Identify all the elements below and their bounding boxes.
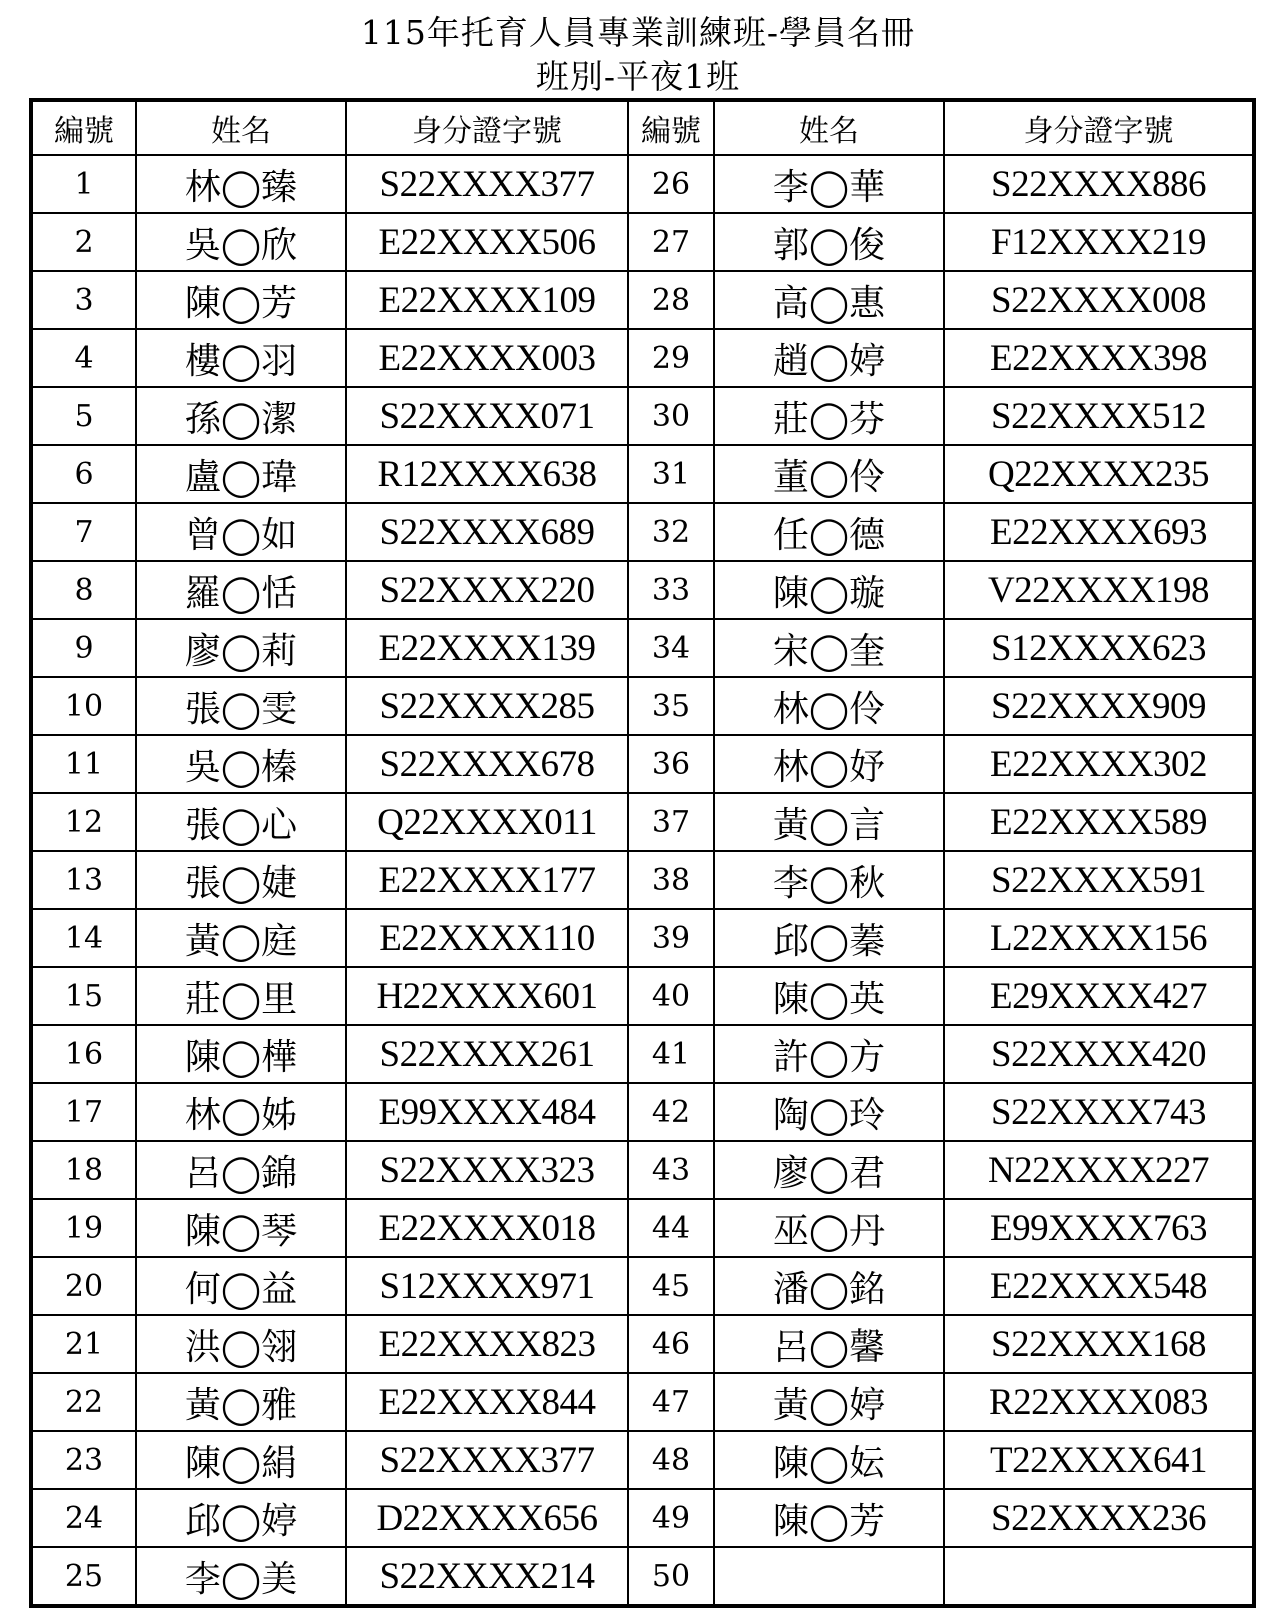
student-name: 羅◯恬 — [136, 561, 346, 619]
student-number: 16 — [31, 1025, 136, 1083]
student-id: E22XXXX589 — [944, 793, 1254, 851]
table-row — [31, 329, 1254, 387]
student-name: 陳◯樺 — [136, 1025, 346, 1083]
table-row — [31, 1547, 1254, 1606]
student-id: N22XXXX227 — [944, 1141, 1254, 1199]
student-name: 廖◯莉 — [136, 619, 346, 677]
student-name: 林◯妤 — [714, 735, 944, 793]
student-name: 黃◯婷 — [714, 1373, 944, 1431]
student-id: S22XXXX168 — [944, 1315, 1254, 1373]
header-name: 姓名 — [714, 100, 944, 155]
student-name: 林◯伶 — [714, 677, 944, 735]
header-number: 編號 — [31, 100, 136, 155]
student-number: 11 — [31, 735, 136, 793]
student-id: F12XXXX219 — [944, 213, 1254, 271]
student-id: S22XXXX261 — [346, 1025, 628, 1083]
student-id: E22XXXX398 — [944, 329, 1254, 387]
student-number: 9 — [31, 619, 136, 677]
student-number: 38 — [628, 851, 714, 909]
student-number: 24 — [31, 1489, 136, 1547]
student-number: 5 — [31, 387, 136, 445]
student-id: H22XXXX601 — [346, 967, 628, 1025]
header-id: 身分證字號 — [944, 100, 1254, 155]
student-number: 29 — [628, 329, 714, 387]
student-id: S22XXXX285 — [346, 677, 628, 735]
student-number: 25 — [31, 1547, 136, 1606]
student-number: 4 — [31, 329, 136, 387]
table-row — [31, 851, 1254, 909]
student-number: 46 — [628, 1315, 714, 1373]
student-id: E22XXXX110 — [346, 909, 628, 967]
table-row — [31, 793, 1254, 851]
student-name: 陳◯琴 — [136, 1199, 346, 1257]
student-number: 30 — [628, 387, 714, 445]
student-number: 48 — [628, 1431, 714, 1489]
student-name: 高◯惠 — [714, 271, 944, 329]
table-row — [31, 1373, 1254, 1431]
student-roster-table — [29, 98, 1256, 1608]
student-name: 廖◯君 — [714, 1141, 944, 1199]
student-name: 盧◯瑋 — [136, 445, 346, 503]
student-number: 19 — [31, 1199, 136, 1257]
student-id: S22XXXX420 — [944, 1025, 1254, 1083]
table-row — [31, 213, 1254, 271]
student-id: R22XXXX083 — [944, 1373, 1254, 1431]
table-row — [31, 445, 1254, 503]
student-number: 33 — [628, 561, 714, 619]
student-name: 洪◯翎 — [136, 1315, 346, 1373]
student-number: 17 — [31, 1083, 136, 1141]
student-id: E22XXXX823 — [346, 1315, 628, 1373]
table-row — [31, 387, 1254, 445]
student-id — [944, 1547, 1254, 1606]
student-number: 23 — [31, 1431, 136, 1489]
student-number: 3 — [31, 271, 136, 329]
student-name: 宋◯奎 — [714, 619, 944, 677]
student-number: 6 — [31, 445, 136, 503]
student-name: 陳◯妘 — [714, 1431, 944, 1489]
table-row — [31, 503, 1254, 561]
student-number: 41 — [628, 1025, 714, 1083]
student-number: 21 — [31, 1315, 136, 1373]
student-name: 陳◯芳 — [136, 271, 346, 329]
student-name: 黃◯言 — [714, 793, 944, 851]
student-id: E22XXXX003 — [346, 329, 628, 387]
student-name: 巫◯丹 — [714, 1199, 944, 1257]
student-name: 黃◯雅 — [136, 1373, 346, 1431]
student-id: E22XXXX302 — [944, 735, 1254, 793]
header-name: 姓名 — [136, 100, 346, 155]
student-name: 邱◯蓁 — [714, 909, 944, 967]
student-name: 張◯心 — [136, 793, 346, 851]
student-id: E22XXXX139 — [346, 619, 628, 677]
table-row — [31, 677, 1254, 735]
student-id: S12XXXX623 — [944, 619, 1254, 677]
student-name — [714, 1547, 944, 1606]
student-id: E22XXXX177 — [346, 851, 628, 909]
table-row — [31, 561, 1254, 619]
student-name: 李◯秋 — [714, 851, 944, 909]
student-number: 1 — [31, 155, 136, 213]
table-row — [31, 1489, 1254, 1547]
student-id: E22XXXX693 — [944, 503, 1254, 561]
student-number: 50 — [628, 1547, 714, 1606]
student-id: S22XXXX323 — [346, 1141, 628, 1199]
student-number: 18 — [31, 1141, 136, 1199]
student-number: 28 — [628, 271, 714, 329]
student-name: 林◯姊 — [136, 1083, 346, 1141]
student-number: 15 — [31, 967, 136, 1025]
student-number: 47 — [628, 1373, 714, 1431]
header-number: 編號 — [628, 100, 714, 155]
student-number: 34 — [628, 619, 714, 677]
student-id: E22XXXX506 — [346, 213, 628, 271]
student-number: 12 — [31, 793, 136, 851]
student-name: 吳◯欣 — [136, 213, 346, 271]
class-subtitle: 班別-平夜1班 — [535, 57, 741, 96]
student-id: E22XXXX109 — [346, 271, 628, 329]
student-number: 37 — [628, 793, 714, 851]
student-name: 張◯婕 — [136, 851, 346, 909]
student-id: L22XXXX156 — [944, 909, 1254, 967]
student-id: S12XXXX971 — [346, 1257, 628, 1315]
student-number: 43 — [628, 1141, 714, 1199]
student-number: 26 — [628, 155, 714, 213]
student-number: 36 — [628, 735, 714, 793]
student-id: Q22XXXX011 — [346, 793, 628, 851]
student-name: 莊◯里 — [136, 967, 346, 1025]
student-id: S22XXXX678 — [346, 735, 628, 793]
student-number: 32 — [628, 503, 714, 561]
student-id: S22XXXX591 — [944, 851, 1254, 909]
student-id: E99XXXX484 — [346, 1083, 628, 1141]
student-number: 2 — [31, 213, 136, 271]
table-row — [31, 1315, 1254, 1373]
student-number: 27 — [628, 213, 714, 271]
student-id: E99XXXX763 — [944, 1199, 1254, 1257]
student-id: T22XXXX641 — [944, 1431, 1254, 1489]
student-id: D22XXXX656 — [346, 1489, 628, 1547]
student-id: V22XXXX198 — [944, 561, 1254, 619]
student-name: 陳◯絹 — [136, 1431, 346, 1489]
table-row — [31, 619, 1254, 677]
student-number: 35 — [628, 677, 714, 735]
student-name: 黃◯庭 — [136, 909, 346, 967]
student-name: 趙◯婷 — [714, 329, 944, 387]
student-number: 13 — [31, 851, 136, 909]
header-row — [31, 100, 1254, 155]
student-name: 曾◯如 — [136, 503, 346, 561]
student-name: 吳◯榛 — [136, 735, 346, 793]
student-name: 孫◯潔 — [136, 387, 346, 445]
student-id: R12XXXX638 — [346, 445, 628, 503]
student-name: 邱◯婷 — [136, 1489, 346, 1547]
student-number: 20 — [31, 1257, 136, 1315]
table-row — [31, 1083, 1254, 1141]
student-id: S22XXXX236 — [944, 1489, 1254, 1547]
header-id: 身分證字號 — [346, 100, 628, 155]
student-name: 郭◯俊 — [714, 213, 944, 271]
student-number: 42 — [628, 1083, 714, 1141]
student-number: 45 — [628, 1257, 714, 1315]
student-number: 31 — [628, 445, 714, 503]
table-row — [31, 967, 1254, 1025]
student-name: 李◯美 — [136, 1547, 346, 1606]
student-name: 林◯臻 — [136, 155, 346, 213]
student-number: 7 — [31, 503, 136, 561]
student-name: 陳◯英 — [714, 967, 944, 1025]
student-name: 許◯方 — [714, 1025, 944, 1083]
student-name: 董◯伶 — [714, 445, 944, 503]
student-id: S22XXXX008 — [944, 271, 1254, 329]
student-name: 樓◯羽 — [136, 329, 346, 387]
table-row — [31, 1199, 1254, 1257]
student-name: 呂◯錦 — [136, 1141, 346, 1199]
student-id: S22XXXX512 — [944, 387, 1254, 445]
student-name: 李◯華 — [714, 155, 944, 213]
student-number: 39 — [628, 909, 714, 967]
table-row — [31, 1025, 1254, 1083]
student-id: S22XXXX214 — [346, 1547, 628, 1606]
table-row — [31, 1141, 1254, 1199]
student-id: S22XXXX689 — [346, 503, 628, 561]
student-id: Q22XXXX235 — [944, 445, 1254, 503]
student-number: 49 — [628, 1489, 714, 1547]
student-id: S22XXXX377 — [346, 1431, 628, 1489]
table-row — [31, 909, 1254, 967]
student-name: 何◯益 — [136, 1257, 346, 1315]
student-id: E22XXXX548 — [944, 1257, 1254, 1315]
student-number: 8 — [31, 561, 136, 619]
table-row — [31, 735, 1254, 793]
student-id: E22XXXX844 — [346, 1373, 628, 1431]
student-id: S22XXXX377 — [346, 155, 628, 213]
student-number: 44 — [628, 1199, 714, 1257]
student-id: S22XXXX220 — [346, 561, 628, 619]
student-number: 40 — [628, 967, 714, 1025]
document-title: 115年托育人員專業訓練班-學員名冊 — [360, 13, 916, 52]
student-name: 張◯雯 — [136, 677, 346, 735]
student-name: 陳◯璇 — [714, 561, 944, 619]
student-id: E29XXXX427 — [944, 967, 1254, 1025]
student-number: 14 — [31, 909, 136, 967]
table-row — [31, 1431, 1254, 1489]
table-row — [31, 155, 1254, 213]
table-row — [31, 1257, 1254, 1315]
table-row — [31, 271, 1254, 329]
student-name: 潘◯銘 — [714, 1257, 944, 1315]
student-number: 22 — [31, 1373, 136, 1431]
student-id: E22XXXX018 — [346, 1199, 628, 1257]
student-name: 任◯德 — [714, 503, 944, 561]
student-number: 10 — [31, 677, 136, 735]
student-id: S22XXXX071 — [346, 387, 628, 445]
student-name: 莊◯芬 — [714, 387, 944, 445]
student-name: 呂◯馨 — [714, 1315, 944, 1373]
student-name: 陶◯玲 — [714, 1083, 944, 1141]
student-id: S22XXXX886 — [944, 155, 1254, 213]
student-id: S22XXXX743 — [944, 1083, 1254, 1141]
student-id: S22XXXX909 — [944, 677, 1254, 735]
student-name: 陳◯芳 — [714, 1489, 944, 1547]
